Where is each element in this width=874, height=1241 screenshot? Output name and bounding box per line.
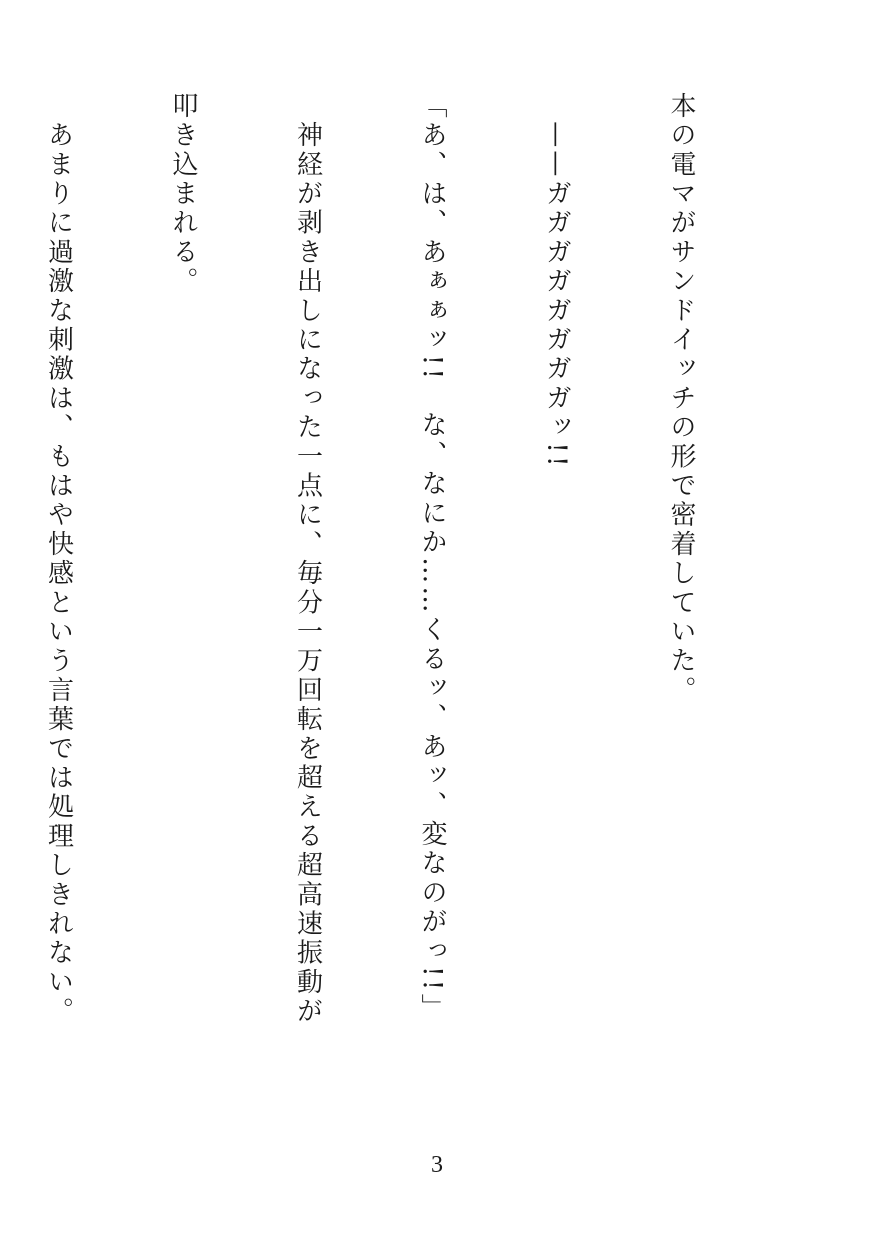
vertical-text-block	[43, 92, 784, 1132]
page-number: 3	[431, 1152, 443, 1178]
text-line: 本の電マがサンドイッチの形で密着していた。	[666, 92, 696, 706]
text-line: 神経が剥き出しになった一点に、毎分一万回転を超える超高速振動が	[292, 92, 323, 1027]
text-line: ——ガガガガガガガガッ!!	[541, 92, 572, 470]
text-line: 叩き込まれる。	[168, 92, 198, 297]
text-line: あまりに過激な刺激は、もはや快感という言葉では処理しきれない。	[43, 92, 74, 1027]
text-line: 「あ、は、あぁぁッ!! な、なにか……くるッ、あッ、変なのがっ!!」	[417, 92, 447, 1023]
